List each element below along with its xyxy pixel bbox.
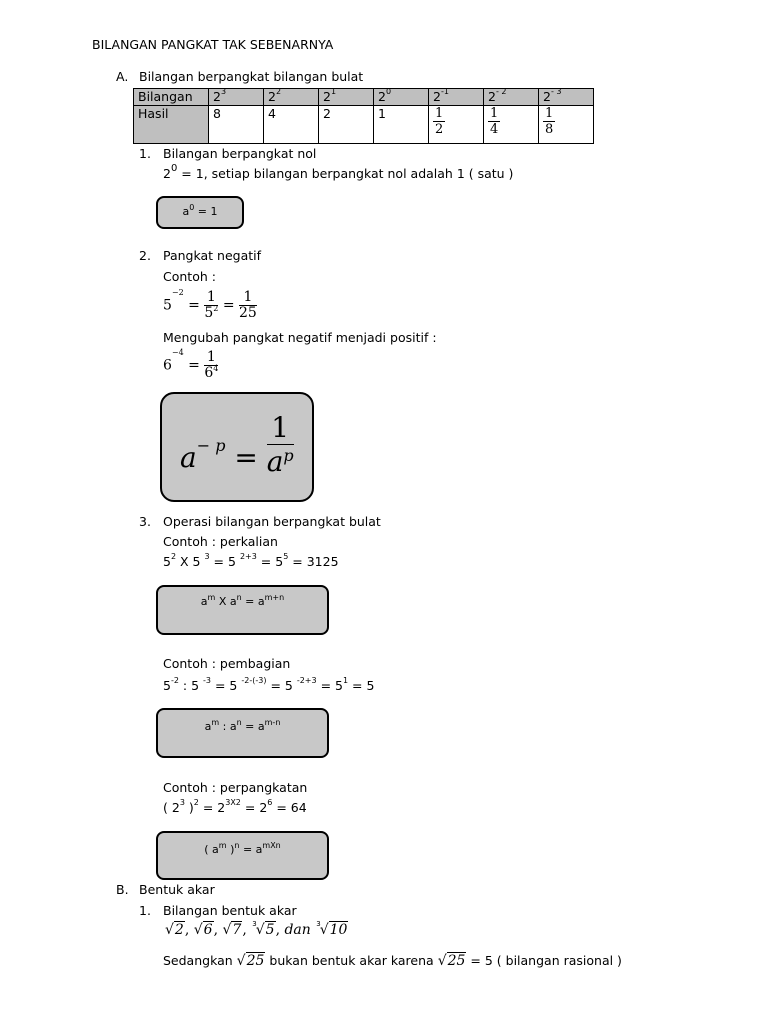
table-cell: 8 bbox=[209, 106, 264, 144]
root-expression: √2 bbox=[165, 922, 184, 938]
table-cell: 1 bbox=[374, 106, 429, 144]
section-a-title: Bilangan berpangkat bilangan bulat bbox=[139, 69, 364, 84]
negative-power-example-1: $5^{-2}$ = $\frac{1}{5^2}$ = $\frac{1}{25}$ bbox=[163, 288, 257, 321]
root-expression: √25 bbox=[437, 953, 466, 969]
page-title: BILANGAN PANGKAT TAK SEBENARNYA bbox=[92, 37, 334, 52]
contoh-perpangkatan-label: Contoh : perpangkatan bbox=[163, 780, 308, 795]
cube-root-expression: $^3$√10 bbox=[316, 920, 348, 938]
rational-root-statement: Sedangkan √25 bukan bentuk akar karena √25 = 5 ( bilangan rasional ) bbox=[163, 953, 622, 969]
rule-box-division bbox=[156, 708, 329, 758]
table-cell: $2^0$ bbox=[374, 89, 429, 106]
rule-negative-power: a− p = $\frac{1}{a^p}$ bbox=[180, 411, 294, 478]
rule-division: $a^m$ : $a^n = a^{m-n}$ bbox=[204, 718, 281, 733]
table-cell: 2 bbox=[319, 106, 374, 144]
table-cell: $\frac{1}{2}$ bbox=[429, 106, 484, 144]
power-of-power-example: ( $2^3$ )$^2 = 2^{3X2} = 2^6 = 64$ bbox=[163, 798, 307, 815]
item-2-title: Pangkat negatif bbox=[163, 248, 262, 263]
section-b-title: Bentuk akar bbox=[139, 882, 215, 897]
item-3-number: 3. bbox=[139, 514, 151, 529]
item-b1-number: 1. bbox=[139, 903, 151, 918]
table-cell: $\frac{1}{8}$ bbox=[539, 106, 594, 144]
rule-box-power-of-power bbox=[156, 831, 329, 880]
root-expression: √25 bbox=[236, 953, 265, 969]
division-example: $5^{-2}$ : 5 $^{-3}$ = 5 $^{-2-(-3)}$ = 5 $^{-2+3} = 5^1 = 5$ bbox=[163, 676, 375, 693]
contoh-perkalian-label: Contoh : perkalian bbox=[163, 534, 278, 549]
zero-power-statement: $2^0 = 1$, setiap bilangan berpangkat nol adalah 1 ( satu ) bbox=[163, 163, 514, 181]
table-cell: $2^1$ bbox=[319, 89, 374, 106]
table-cell: $2^{-1}$ bbox=[429, 89, 484, 106]
table-cell: $\frac{1}{4}$ bbox=[484, 106, 539, 144]
rule-zero-power: $a^0 = 1$ bbox=[182, 203, 218, 218]
root-examples: √2, √6, √7, $^3$√5, dan $^3$√10 bbox=[165, 920, 348, 938]
root-expression: √6 bbox=[193, 922, 213, 938]
cube-root-expression: $^3$√5 bbox=[252, 920, 275, 938]
table-cell: $2^{- 3}$ bbox=[539, 89, 594, 106]
item-1-number: 1. bbox=[139, 146, 151, 161]
table-cell: 4 bbox=[264, 106, 319, 144]
table-cell: $2^3$ bbox=[209, 89, 264, 106]
item-2-number: 2. bbox=[139, 248, 151, 263]
contoh-label: Contoh : bbox=[163, 269, 216, 284]
rule-multiplication: $a^m$ X $a^n = a^{m+n}$ bbox=[200, 593, 285, 608]
rule-box-negative-power bbox=[160, 392, 314, 502]
table-header-bilangan: Bilangan bbox=[134, 89, 209, 106]
power-table bbox=[133, 88, 594, 144]
contoh-pembagian-label: Contoh : pembagian bbox=[163, 656, 291, 671]
item-b1-title: Bilangan bentuk akar bbox=[163, 903, 297, 918]
section-b-label: B. bbox=[116, 882, 129, 897]
rule-box-multiplication bbox=[156, 585, 329, 635]
rule-power-of-power: ( $a^m$ )$^n = a^{mXn}$ bbox=[204, 841, 281, 856]
rule-box-zero-power bbox=[156, 196, 244, 229]
negative-power-example-2: $6^{-4}$ = $\frac{1}{6^4}$ bbox=[163, 348, 219, 381]
convert-statement: Mengubah pangkat negatif menjadi positif : bbox=[163, 330, 437, 345]
item-3-title: Operasi bilangan berpangkat bulat bbox=[163, 514, 381, 529]
table-cell: $2^2$ bbox=[264, 89, 319, 106]
table-row bbox=[134, 89, 594, 106]
item-1-title: Bilangan berpangkat nol bbox=[163, 146, 317, 161]
table-header-hasil: Hasil bbox=[134, 106, 209, 144]
section-a-label: A. bbox=[116, 69, 129, 84]
table-cell: $2^{- 2}$ bbox=[484, 89, 539, 106]
table-row bbox=[134, 106, 594, 144]
root-expression: √7 bbox=[222, 922, 242, 938]
multiplication-example: $5^2$ X 5 $^3$ = 5 $^{2+3} = 5^5 = 3125$ bbox=[163, 552, 339, 569]
